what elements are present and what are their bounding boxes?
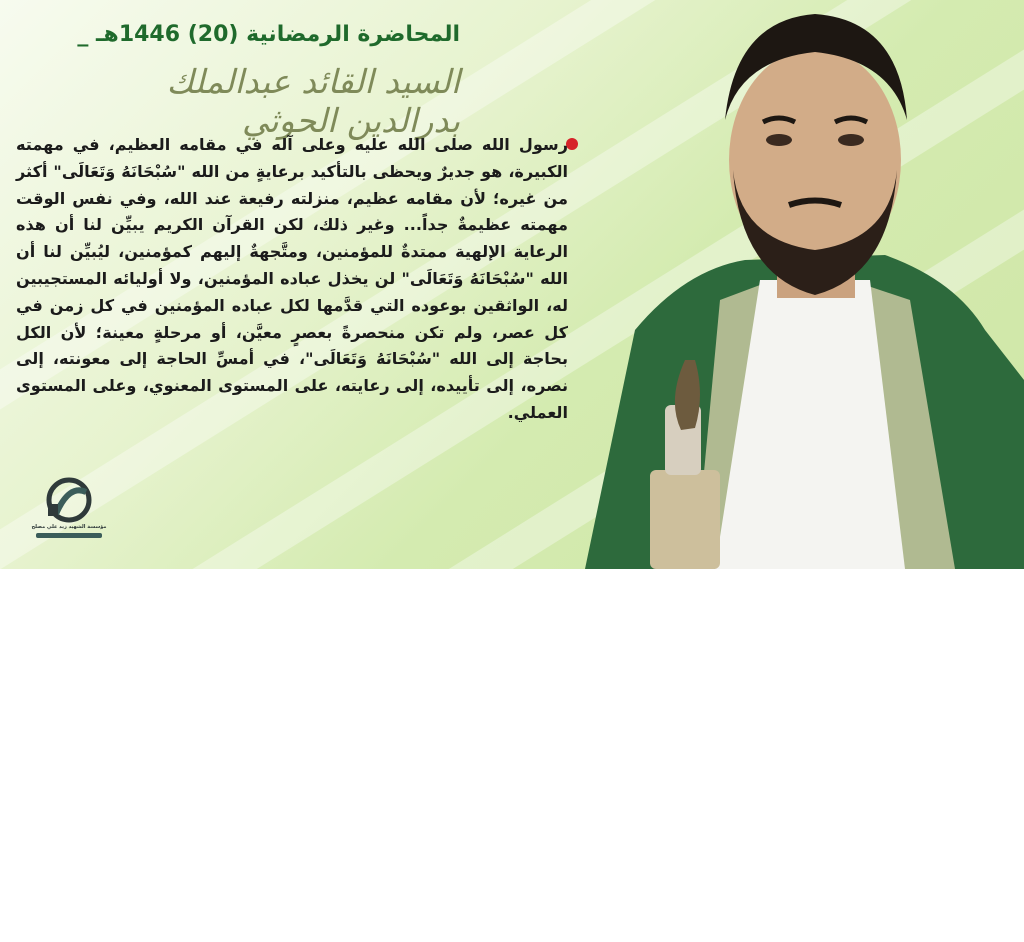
lecture-title: المحاضرة الرمضانية (20) 1446هـ _: [77, 22, 460, 47]
speaker-portrait: [545, 0, 1024, 569]
quote-paragraph: رسول الله صلى الله عليه وعلى آله في مقامه العظيم، في مهمته الكبيرة، هو جديرٌ ويحظى بالتأكيد برعايةٍ من الله "سُبْحَانَهُ وَتَعَالَى" أكثر من غيره؛ لأن مقامه عظيم، منزلته رفيعة عند الله، وفي نفس الوقت مهمته عظيمةٌ جداً... وغير ذلك، لكن القرآن الكريم يبيِّن لنا أن هذه الرعاية الإلهية ممتدةٌ للمؤمنين، ومتَّجهةٌ إليهم كمؤمنين، ليُبيِّن لنا أن الله "سُبْحَانَهُ وَتَعَالَى" لن يخذل عباده المؤمنين، ولا أوليائه المستجيبين له، الواثقين بوعوده التي قدَّمها لكل عباده المؤمنين في كل زمن في كل عصر، ولم تكن منحصرةً بعصرٍ معيَّن، أو مرحلةٍ معينة؛ لأن الكل بحاجة إلى الله "سُبْحَانَهُ وَتَعَالَى"، في أمسِّ الحاجة إلى معونته، إلى نصره، إلى تأييده، إلى رعايته، على المستوى المعنوي، وعلى المستوى العملي.: [16, 135, 568, 422]
speaker-name: السيد القائد عبدالملك بدرالدين الحوثي: [166, 62, 460, 140]
organization-name: مؤسسة الشهيد زيد علي مصلح: [31, 524, 107, 530]
logo-band: [36, 533, 102, 538]
